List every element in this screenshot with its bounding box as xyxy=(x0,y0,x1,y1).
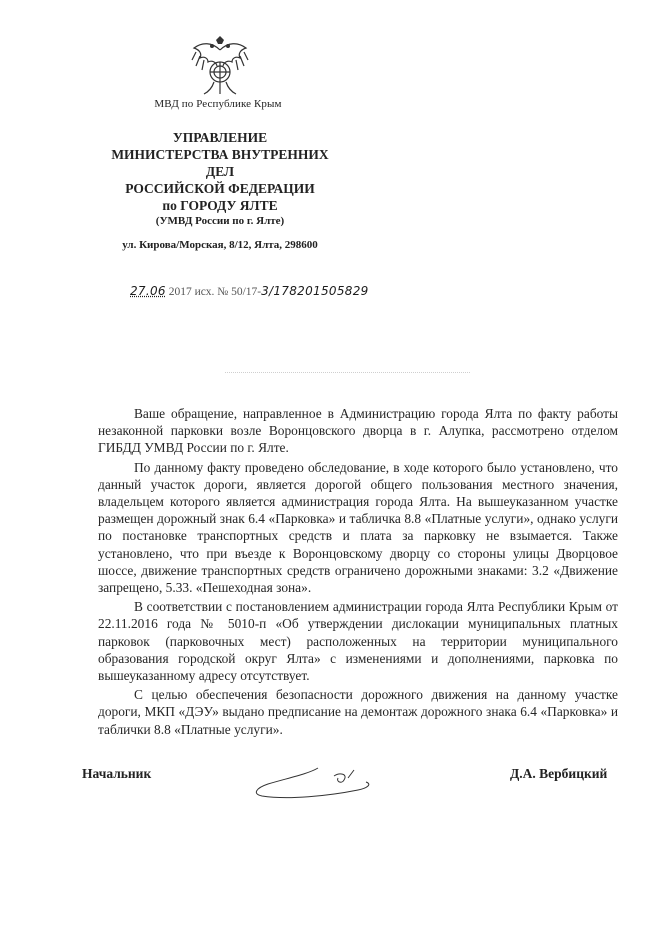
body-paragraph: По данному факту проведено обследование, в ходе которого было установлено, что данный участок дороги, является дорогой общего пользования местного значения, владельцем которого является администрация города Ялта. На вышеуказанном участке размещен дорожный знак 6.4 «Парковка» и табличка 8.8 «Платные услуги», однако услуги по постановке транспортных средств и плата за парковку не взымается. Также установлено, что при въезде к Воронцовскому дворцу со стороны улицы Дворцовое шоссе, движение транспортных средств ограничено дорожными знаками: 3.2 «Движение запрещено, 5.33. «Пешеходная зона». xyxy=(98,459,618,596)
divider xyxy=(225,372,470,374)
ministry-short-name: МВД по Республике Крым xyxy=(154,98,282,110)
letter-body xyxy=(98,405,618,740)
outgoing-number: 3/178201505829 xyxy=(261,284,369,298)
org-line: МИНИСТЕРСТВА ВНУТРЕННИХ xyxy=(111,147,329,162)
org-line: РОССИЙСКОЙ ФЕДЕРАЦИИ xyxy=(125,181,315,196)
organization-name xyxy=(80,129,360,229)
org-line: ДЕЛ xyxy=(205,164,235,179)
org-line: УПРАВЛЕНИЕ xyxy=(172,130,268,145)
body-paragraph: Ваше обращение, направленное в Администрацию города Ялта по факту работы незаконной парковки возле Воронцовского дворца в г. Алупка, рассмотрено отделом ГИБДД УМВД России по г. Ялте. xyxy=(98,406,618,456)
outgoing-reference xyxy=(130,284,430,298)
signatory-title: Начальник xyxy=(82,766,152,781)
outgoing-date: 27.06 xyxy=(130,284,166,298)
double-headed-eagle-emblem-icon xyxy=(190,36,250,98)
org-line: по ГОРОДУ ЯЛТЕ xyxy=(162,198,278,213)
handwritten-signature-icon xyxy=(248,766,378,806)
body-paragraph: С целью обеспечения безопасности дорожного движения на данному участке дороги, МКП «ДЭУ» выдано предписание на демонтаж дорожного знака 6.4 «Парковка» и таблички 8.8 «Платные услуги». xyxy=(98,687,618,737)
org-address: ул. Кирова/Морская, 8/12, Ялта, 298600 xyxy=(122,239,318,251)
outgoing-year-label: 2017 исх. № 50/17- xyxy=(168,286,262,298)
org-abbreviation: (УМВД России по г. Ялте) xyxy=(155,215,285,227)
body-paragraph: В соответствии с постановлением администрации города Ялта Республики Крым от 22.11.2016 года № 5010-п «Об утверждении дислокации муниципальных платных парковок (парковочных мест) расположенных на территории муниципального образования городской округ Ялта» с изменениями и дополнениями, парковка по вышеуказанному адресу отсутствует. xyxy=(98,599,618,684)
signatory-name: Д.А. Вербицкий xyxy=(510,766,608,781)
